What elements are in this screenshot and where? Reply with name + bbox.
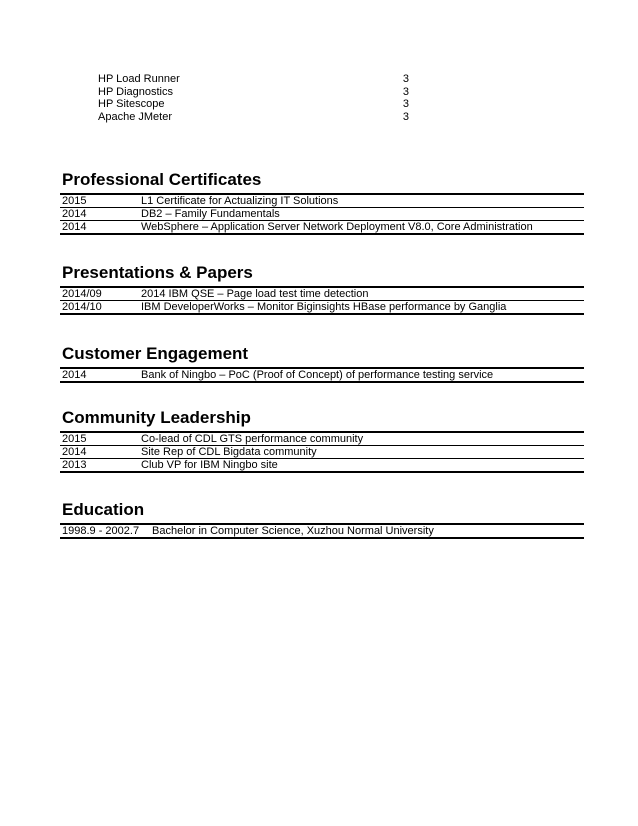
skills-list	[98, 73, 418, 123]
row-text: WebSphere – Application Server Network Deployment V8.0, Core Administration	[141, 221, 533, 233]
row-date: 2014	[62, 208, 87, 220]
row-date: 2014	[62, 221, 87, 233]
row-date: 2014/10	[62, 301, 102, 313]
row-text: Co-lead of CDL GTS performance community	[141, 433, 364, 445]
table-row	[60, 433, 584, 446]
table-row	[60, 301, 584, 315]
section-rows	[60, 523, 584, 539]
section-community-leadership	[60, 408, 584, 473]
table-row	[60, 459, 584, 473]
skill-level: 3	[402, 110, 409, 123]
skill-name: HP Sitescope	[98, 98, 165, 110]
skill-row	[98, 73, 418, 86]
section-customer-engagement	[60, 344, 584, 383]
section-rows	[60, 193, 584, 235]
skill-level: 3	[402, 98, 409, 110]
table-row	[60, 221, 584, 235]
row-text: Site Rep of CDL Bigdata community	[141, 446, 317, 458]
row-date: 2013	[62, 459, 87, 471]
skill-level: 3	[402, 73, 409, 85]
skill-name: HP Load Runner	[98, 73, 180, 85]
skill-row	[98, 86, 418, 99]
row-text: DB2 – Family Fundamentals	[141, 208, 280, 220]
row-text: Bank of Ningbo – PoC (Proof of Concept) of performance testing service	[141, 369, 494, 381]
section-title: Presentations & Papers	[62, 263, 253, 282]
section-title: Education	[62, 500, 145, 519]
section-title: Professional Certificates	[62, 170, 262, 189]
section-education	[60, 500, 584, 539]
skill-name: Apache JMeter	[98, 110, 172, 123]
row-text: IBM DeveloperWorks – Monitor Biginsights HBase performance by Ganglia	[141, 301, 507, 313]
table-row	[60, 195, 584, 208]
row-date: 2014	[62, 446, 87, 458]
section-rows	[60, 431, 584, 473]
table-row	[60, 369, 584, 383]
row-text: Bachelor in Computer Science, Xuzhou Normal University	[152, 525, 434, 537]
skill-level: 3	[402, 85, 409, 98]
section-rows	[60, 286, 584, 315]
section-title: Customer Engagement	[62, 344, 249, 363]
table-row	[60, 208, 584, 221]
table-row	[60, 446, 584, 459]
section-presentations-papers	[60, 263, 584, 315]
row-date: 2014	[62, 369, 87, 381]
section-rows	[60, 367, 584, 383]
skill-name: HP Diagnostics	[98, 85, 173, 98]
section-title: Community Leadership	[62, 408, 251, 427]
row-date: 1998.9 - 2002.7	[62, 525, 140, 537]
table-row	[60, 525, 584, 539]
row-text: Club VP for IBM Ningbo site	[141, 459, 278, 471]
row-date: 2015	[62, 195, 87, 207]
row-text: L1 Certificate for Actualizing IT Solutions	[141, 195, 339, 207]
section-professional-certificates	[60, 170, 584, 235]
table-row	[60, 288, 584, 301]
skill-row	[98, 111, 418, 124]
row-date: 2015	[62, 433, 87, 445]
skill-row	[98, 98, 418, 111]
row-text: 2014 IBM QSE – Page load test time detection	[141, 288, 369, 300]
row-date: 2014/09	[62, 288, 102, 300]
